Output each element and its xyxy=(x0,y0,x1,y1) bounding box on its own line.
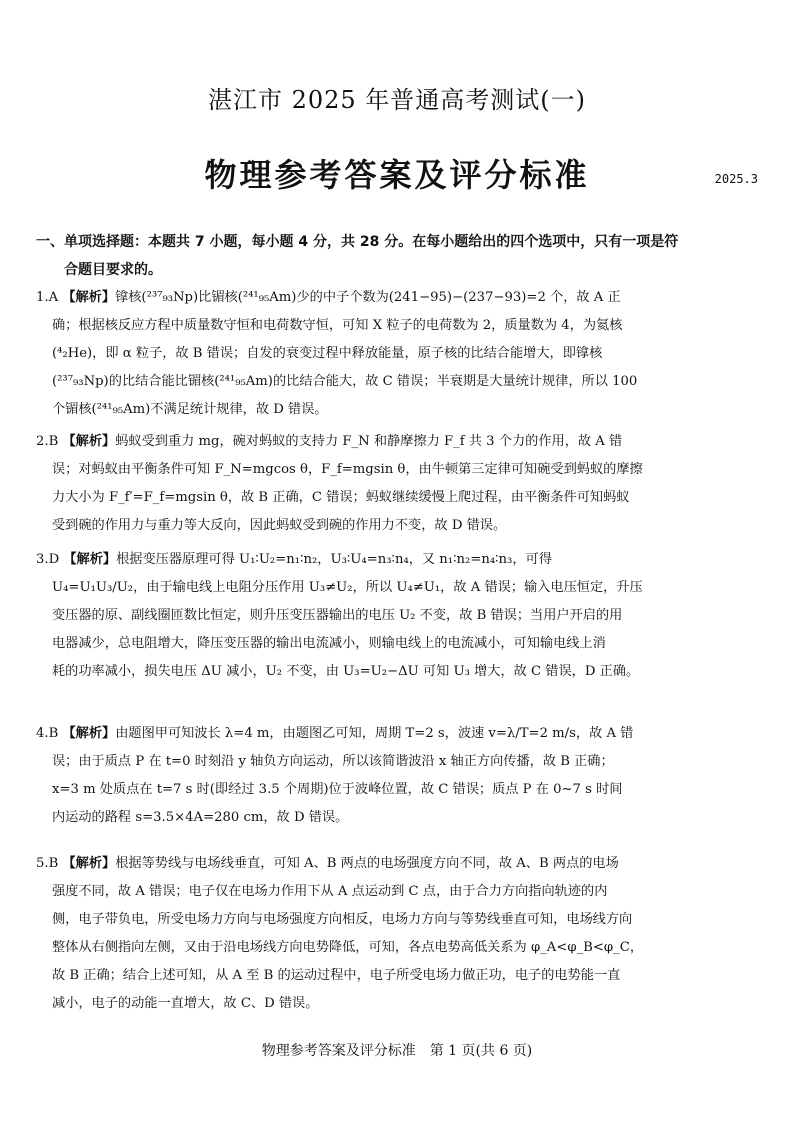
answer-item-4 xyxy=(36,720,760,832)
answer-first-line xyxy=(36,850,760,878)
answer-number: 3.D xyxy=(36,552,60,567)
analysis-tag: 【解析】 xyxy=(63,552,117,567)
answer-text: 确；根据核反应方程中质量数守恒和电荷数守恒，可知 X 粒子的电荷数为 2，质量数为 4，为氦核 xyxy=(52,318,623,333)
section-heading-line2: 合题目要求的。 xyxy=(64,262,162,278)
answer-text: (⁴₂He)，即 α 粒子，故 B 错误；自发的衰变过程中释放能量，原子核的比结合能增大，即镎核 xyxy=(52,346,603,361)
answer-text: 故 B 正确；结合上述可知，从 A 至 B 的运动过程中，电子所受电场力做正功，电子的电势能一直 xyxy=(52,968,621,983)
answer-text: 误；对蚂蚁由平衡条件可知 F_N=mgcos θ，F_f=mgsin θ，由牛顿第三定律可知碗受到蚂蚁的摩擦 xyxy=(52,462,643,477)
section-heading-line1: 一、单项选择题：本题共 7 小题，每小题 4 分，共 28 分。在每小题给出的四个选项中，只有一项是符 xyxy=(36,234,679,250)
analysis-tag: 【解析】 xyxy=(62,290,116,305)
answer-text: 蚂蚁受到重力 mg，碗对蚂蚁的支持力 F_N 和静摩擦力 F_f 共 3 个力的作用，故 A 错 xyxy=(115,434,623,449)
answer-number: 5.B xyxy=(36,856,59,871)
exam-title: 湛江市 2025 年普通高考测试(一) xyxy=(207,86,587,114)
answer-text: 减小，电子的动能一直增大，故 C、D 错误。 xyxy=(52,996,319,1011)
answer-text: 变压器的原、副线圈匝数比恒定，则升压变压器输出的电压 U₂ 不变，故 B 错误；当用户开启的用 xyxy=(52,608,623,623)
answer-first-line xyxy=(36,546,760,574)
answer-text: 侧，电子带负电，所受电场力方向与电场强度方向相反，电场力方向与等势线垂直可知，电场线方向 xyxy=(52,912,633,927)
page-footer: 物理参考答案及评分标准 第 1 页(共 6 页) xyxy=(261,1043,533,1059)
answer-number: 4.B xyxy=(36,726,59,741)
answer-text: x=3 m 处质点在 t=7 s 时(即经过 3.5 个周期)位于波峰位置，故 C 错误；质点 P 在 0~7 s 时间 xyxy=(52,782,623,797)
answer-number: 1.A xyxy=(36,290,59,305)
section-heading xyxy=(36,228,758,284)
answer-text: 误；由于质点 P 在 t=0 时刻沿 y 轴负方向运动，所以该简谐波沿 x 轴正方向传播，故 B 正确； xyxy=(52,754,614,769)
answer-text: 根据等势线与电场线垂直，可知 A、B 两点的电场强度方向不同，故 A、B 两点的电场 xyxy=(115,856,619,871)
answer-item-3 xyxy=(36,546,760,686)
answer-text: 强度不同，故 A 错误；电子仅在电场力作用下从 A 点运动到 C 点，由于合力方向指向轨迹的内 xyxy=(52,884,608,899)
document-subtitle: 物理参考答案及评分标准 xyxy=(204,156,590,194)
answer-item-2 xyxy=(36,428,760,540)
answer-number: 2.B xyxy=(36,434,59,449)
answer-text: 由题图甲可知波长 λ=4 m，由题图乙可知，周期 T=2 s，波速 v=λ/T=2 m/s，故 A 错 xyxy=(115,726,634,741)
answer-text: 电器减少，总电阻增大，降压变压器的输出电流减小，则输电线上的电流减小，可知输电线上消 xyxy=(52,636,606,651)
answer-text: 耗的功率减小，损失电压 ΔU 减小，U₂ 不变，由 U₃=U₂−ΔU 可知 U₃ 增大，故 C 错误，D 正确。 xyxy=(52,664,640,679)
document-date: 2025.3 xyxy=(714,172,758,186)
answer-text: 整体从右侧指向左侧，又由于沿电场线方向电势降低，可知，各点电势高低关系为 φ_A<φ_B<φ_C， xyxy=(52,940,644,955)
answer-text: 力大小为 F_f′=F_f=mgsin θ，故 B 正确，C 错误；蚂蚁继续缓慢上爬过程，由平衡条件可知蚂蚁 xyxy=(52,490,630,505)
answer-text: 根据变压器原理可得 U₁∶U₂=n₁∶n₂，U₃∶U₄=n₃∶n₄，又 n₁∶n₂=n₄∶n₃，可得 xyxy=(116,552,552,567)
analysis-tag: 【解析】 xyxy=(62,726,116,741)
answer-first-line xyxy=(36,284,760,312)
answer-text: 个镅核(²⁴¹₉₅Am)不满足统计规律，故 D 错误。 xyxy=(52,402,328,417)
answer-item-1 xyxy=(36,284,760,424)
answer-first-line xyxy=(36,720,760,748)
analysis-tag: 【解析】 xyxy=(62,434,116,449)
answer-item-5 xyxy=(36,850,760,1018)
answer-first-line xyxy=(36,428,760,456)
answer-text: (²³⁷₉₃Np)的比结合能比镅核(²⁴¹₉₅Am)的比结合能大，故 C 错误；半衰期是大量统计规律，所以 100 xyxy=(52,374,638,389)
answer-text: 镎核(²³⁷₉₃Np)比镅核(²⁴¹₉₅Am)少的中子个数为(241−95)−(237−93)=2 个，故 A 正 xyxy=(115,290,621,305)
answer-text: U₄=U₁U₃/U₂，由于输电线上电阻分压作用 U₃≠U₂，所以 U₄≠U₁，故 A 错误；输入电压恒定，升压 xyxy=(52,580,643,595)
answer-text: 内运动的路程 s=3.5×4A=280 cm，故 D 错误。 xyxy=(52,810,349,825)
answer-text: 受到碗的作用力与重力等大反向，因此蚂蚁受到碗的作用力不变，故 D 错误。 xyxy=(52,518,507,533)
analysis-tag: 【解析】 xyxy=(62,856,116,871)
